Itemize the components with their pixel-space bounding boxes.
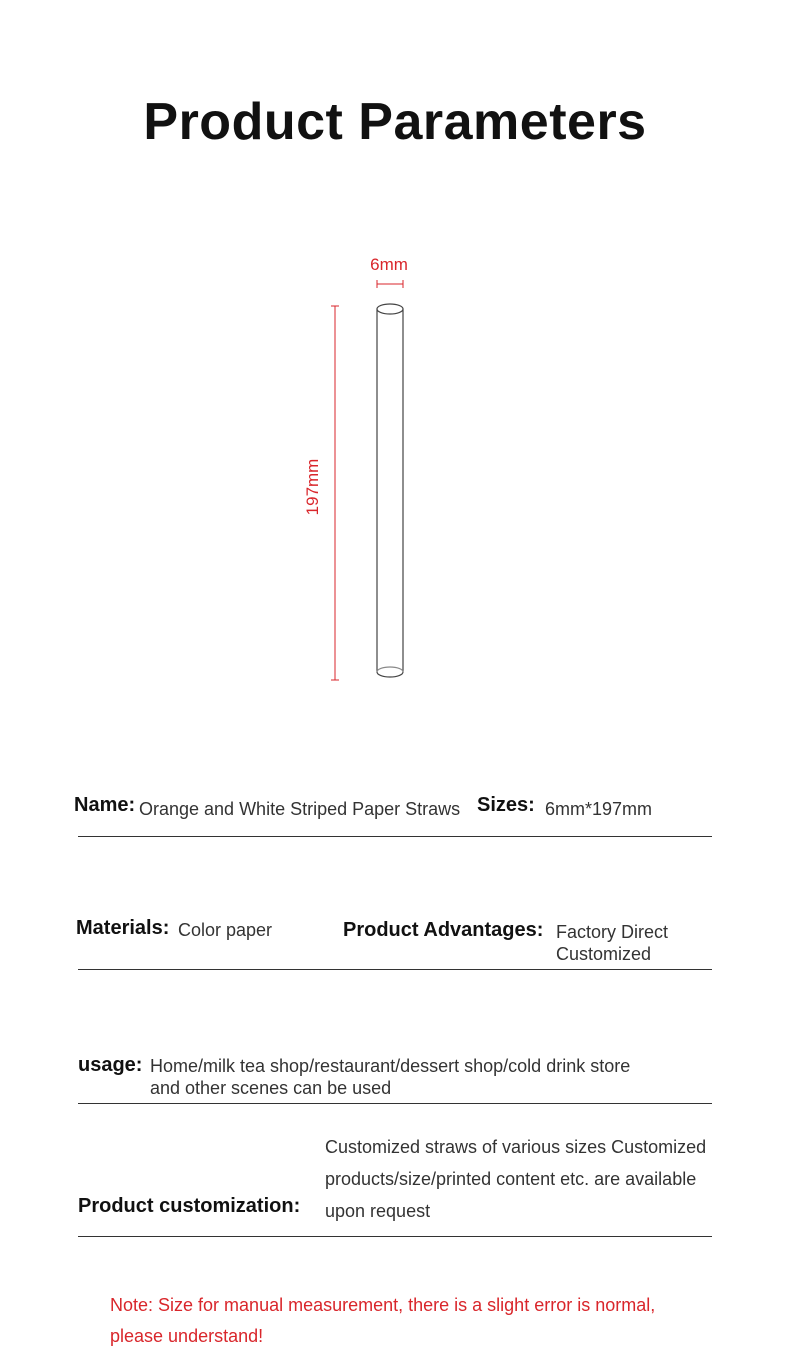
usage-value-line1: Home/milk tea shop/restaurant/dessert shop/cold drink store [150,1056,631,1076]
advantages-value-line2: Customized [556,944,652,964]
usage-label: usage: [78,1054,143,1076]
name-value: Orange and White Striped Paper Straws [139,799,461,819]
page-title: Product Parameters [143,93,647,151]
materials-value: Color paper [178,920,273,940]
measurement-note [110,1290,710,1352]
usage-value-line2: and other scenes can be used [150,1078,392,1098]
sizes-label: Sizes: [477,794,535,816]
advantages-value-line1: Factory Direct [556,922,669,942]
straw-outline [377,304,403,677]
note-line2: please understand! [110,1326,264,1346]
sizes-value: 6mm*197mm [545,799,653,819]
customization-line3: upon request [325,1201,431,1221]
customization-label: Product customization: [78,1195,301,1217]
materials-label: Materials: [76,917,170,939]
spec-row-name-sizes [74,790,712,837]
width-dimension-label: 6mm [370,255,408,274]
length-dimension-label: 197mm [303,458,322,516]
straw-dimension-diagram [0,240,790,700]
spec-row-customization [78,1130,712,1237]
name-label: Name: [74,794,136,816]
advantages-label: Product Advantages: [343,919,544,941]
spec-row-usage [78,1045,712,1104]
customization-line2: products/size/printed content etc. are available [325,1169,697,1189]
width-dimension-marker [377,280,403,288]
customization-line1: Customized straws of various sizes Customized [325,1137,707,1157]
spec-row-materials-advantages [78,910,712,970]
length-dimension-marker [331,306,339,680]
note-line1: Note: Size for manual measurement, there is a slight error is normal, [110,1295,656,1315]
